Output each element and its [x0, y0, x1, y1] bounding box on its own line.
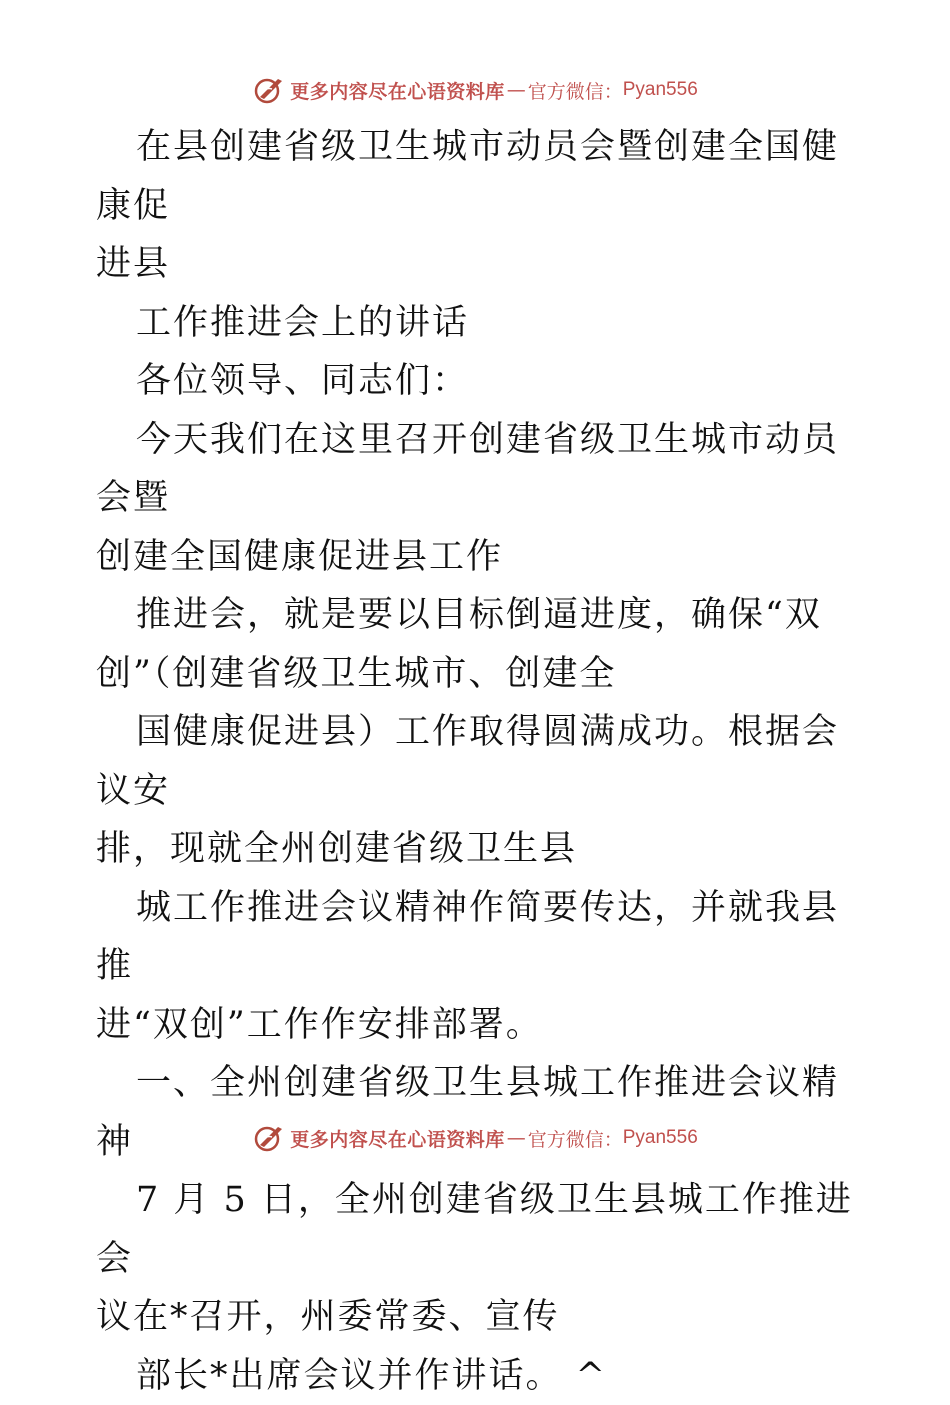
quill-pen-logo-icon: [252, 1123, 286, 1153]
text-line: 各位领导、同志们：: [96, 352, 856, 411]
text-line: 排，现就全州创建省级卫生县: [96, 820, 856, 879]
text-line: 7 月 5 日，全州创建省级卫生县城工作推进会: [96, 1171, 856, 1288]
watermark-text: 更多内容尽在心语资料库: [290, 1125, 505, 1152]
text-line: 创建全国健康促进县工作: [96, 528, 856, 587]
text-line: 城工作推进会议精神作简要传达，并就我县推: [96, 879, 856, 996]
text-line: 创”（创建省级卫生城市、创建全: [96, 645, 856, 704]
header-watermark: [0, 72, 950, 108]
text-line: 部长*出席会议并作讲话。 ^: [96, 1347, 856, 1405]
text-line: 议在*召开，州委常委、宣传: [96, 1288, 856, 1347]
watermark-wechat-id: Pyan556: [623, 79, 698, 101]
text-line: 在县创建省级卫生城市动员会暨创建全国健康促: [96, 118, 856, 235]
text-line: 工作推进会上的讲话: [96, 294, 856, 353]
text-line: 国健康促进县）工作取得圆满成功。根据会议安: [96, 703, 856, 820]
watermark-label: 官方微信：: [528, 77, 623, 104]
watermark-label: 官方微信：: [528, 1125, 623, 1152]
document-body: [96, 118, 856, 1405]
text-line: 一、全州创建省级卫生县城工作推进会议精神: [96, 1054, 856, 1171]
text-line: 进县: [96, 235, 856, 294]
quill-pen-logo-icon: [252, 75, 286, 105]
footer-watermark: [0, 1120, 950, 1156]
watermark-separator: —: [507, 79, 526, 101]
text-line: 进“双创”工作作安排部署。: [96, 996, 856, 1055]
watermark-text: 更多内容尽在心语资料库: [290, 77, 505, 104]
text-line: 推进会，就是要以目标倒逼进度，确保“双: [96, 586, 856, 645]
watermark-wechat-id: Pyan556: [623, 1127, 698, 1149]
text-line: 今天我们在这里召开创建省级卫生城市动员会暨: [96, 411, 856, 528]
watermark-separator: —: [507, 1127, 526, 1149]
